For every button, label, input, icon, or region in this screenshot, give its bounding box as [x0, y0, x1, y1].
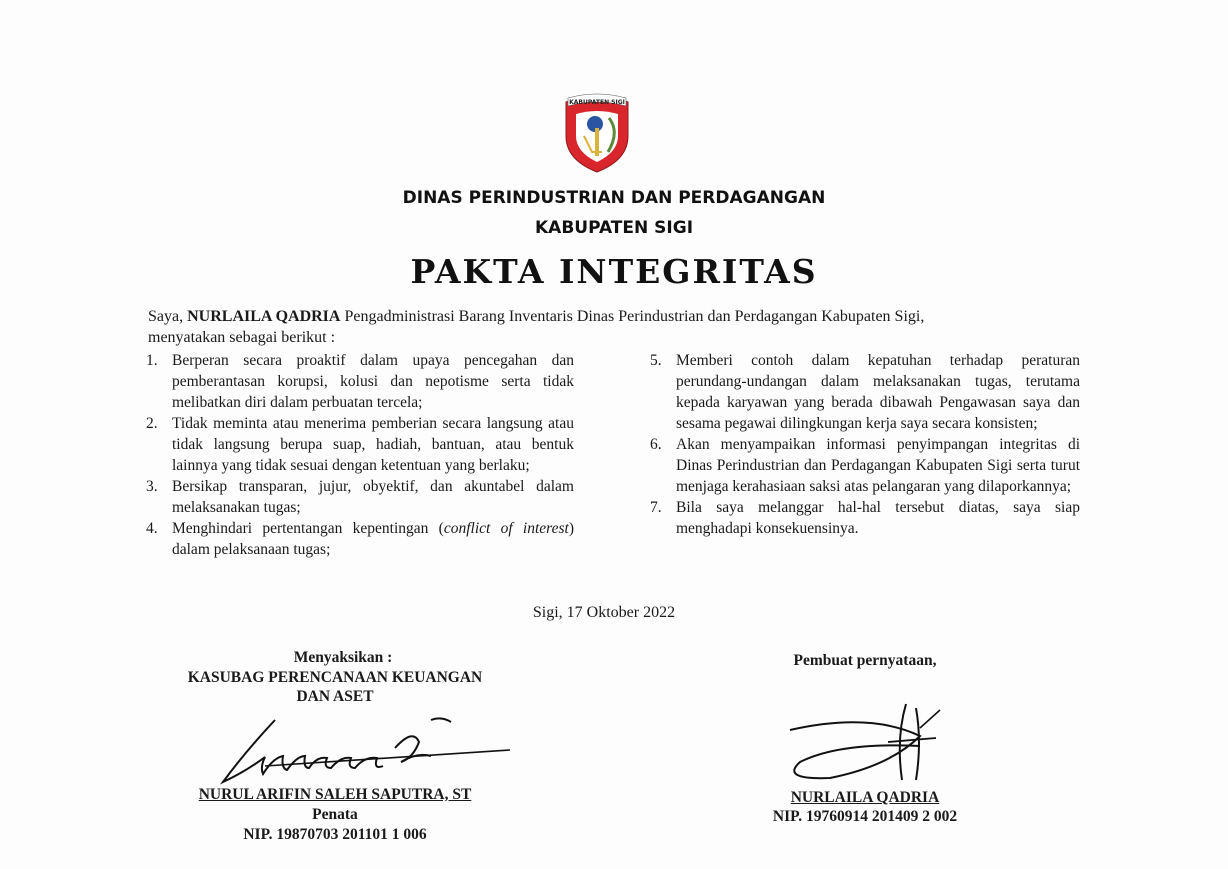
item-number: 4. [146, 520, 158, 537]
maker-nip: NIP. 19760914 201409 2 002 [772, 808, 958, 825]
item-text: Akan menyampaikan informasi penyimpangan integritas di Dinas Perindustrian dan Perdagangan Kabupaten Sigi serta turut menjaga kerahasiaan saksi atas pelangaran yang dilaporkannya; [676, 436, 1080, 495]
svg-text:KABUPATEN SIGI: KABUPATEN SIGI [569, 99, 625, 106]
witness-rank: Penata [312, 806, 358, 823]
list-item [146, 518, 574, 560]
item-text: Bersikap transparan, jujur, obyektif, dan akuntabel dalam melaksanakan tugas; [172, 478, 574, 516]
item-number: 7. [650, 499, 662, 516]
item-text: Bila saya melanggar hal-hal tersebut diatas, saya siap menghadapi konsekuensinya. [676, 499, 1080, 537]
item-text [172, 518, 574, 560]
list-item [146, 350, 574, 413]
intro-line2: menyatakan sebagai berikut : [148, 329, 336, 346]
item-text-after: ) dalam pelaksanaan tugas; [172, 520, 574, 558]
item-number: 1. [146, 352, 158, 369]
intro-paragraph [148, 306, 1088, 348]
item-text: Memberi contoh dalam kepatuhan terhadap peraturan perundang-undangan dalam melaksanakan tugas, terutama kepada karyawan yang berada dibawah Pengawasan saya dan sesama pegawai dilingkungan kerja saya secara konsisten; [676, 352, 1080, 432]
item-number: 6. [650, 436, 662, 453]
intro-rest: Pengadministrasi Barang Inventaris Dinas Perindustrian dan Perdagangan Kabupaten Sigi, [340, 308, 925, 325]
statement-list-right [650, 350, 1080, 539]
org-name-line2: KABUPATEN SIGI [534, 218, 694, 238]
maker-signature [770, 698, 960, 790]
declarant-name: NURLAILA QADRIA [187, 308, 341, 325]
list-item [146, 413, 574, 476]
witness-signature [205, 712, 525, 792]
list-item [650, 350, 1080, 434]
item-number: 2. [146, 415, 158, 432]
witness-name-text: NURUL ARIFIN SALEH SAPUTRA, ST [198, 786, 472, 803]
intro-prefix: Saya, [148, 308, 188, 325]
item-text-before: Menghindari pertentangan kepentingan ( [172, 520, 444, 537]
item-text: Berperan secara proaktif dalam upaya pencegahan dan pemberantasan korupsi, kolusi dan nepotisme serta tidak melibatkan diri dalam perbuatan tercela; [172, 352, 574, 411]
statement-list-left [146, 350, 574, 560]
maker-name [740, 789, 990, 807]
witness-position-line2: DAN ASET [296, 688, 374, 705]
maker-name-text: NURLAILA QADRIA [790, 789, 940, 806]
maker-label: Pembuat pernyataan, [793, 652, 937, 669]
place-date: Sigi, 17 Oktober 2022 [532, 604, 676, 621]
list-item [146, 476, 574, 518]
kabupaten-sigi-logo [562, 92, 632, 174]
item-text: Tidak meminta atau menerima pemberian secara langsung atau tidak langsung berupa suap, hadiah, bantuan, atau bentuk lainnya yang tidak sesuai dengan ketentuan yang berlaku; [172, 415, 574, 474]
document-title: PAKTA INTEGRITAS [410, 252, 818, 291]
item-number: 3. [146, 478, 158, 495]
org-name-line1: DINAS PERINDUSTRIAN DAN PERDAGANGAN [402, 188, 826, 208]
witness-nip: NIP. 19870703 201101 1 006 [243, 826, 427, 843]
witness-name [140, 786, 530, 804]
witness-label: Menyaksikan : [293, 649, 393, 666]
witness-position-line1: KASUBAG PERENCANAAN KEUANGAN [187, 669, 483, 686]
list-item [650, 434, 1080, 497]
list-item [650, 497, 1080, 539]
item-number: 5. [650, 352, 662, 369]
item-text-italic: conflict of interest [443, 520, 569, 537]
